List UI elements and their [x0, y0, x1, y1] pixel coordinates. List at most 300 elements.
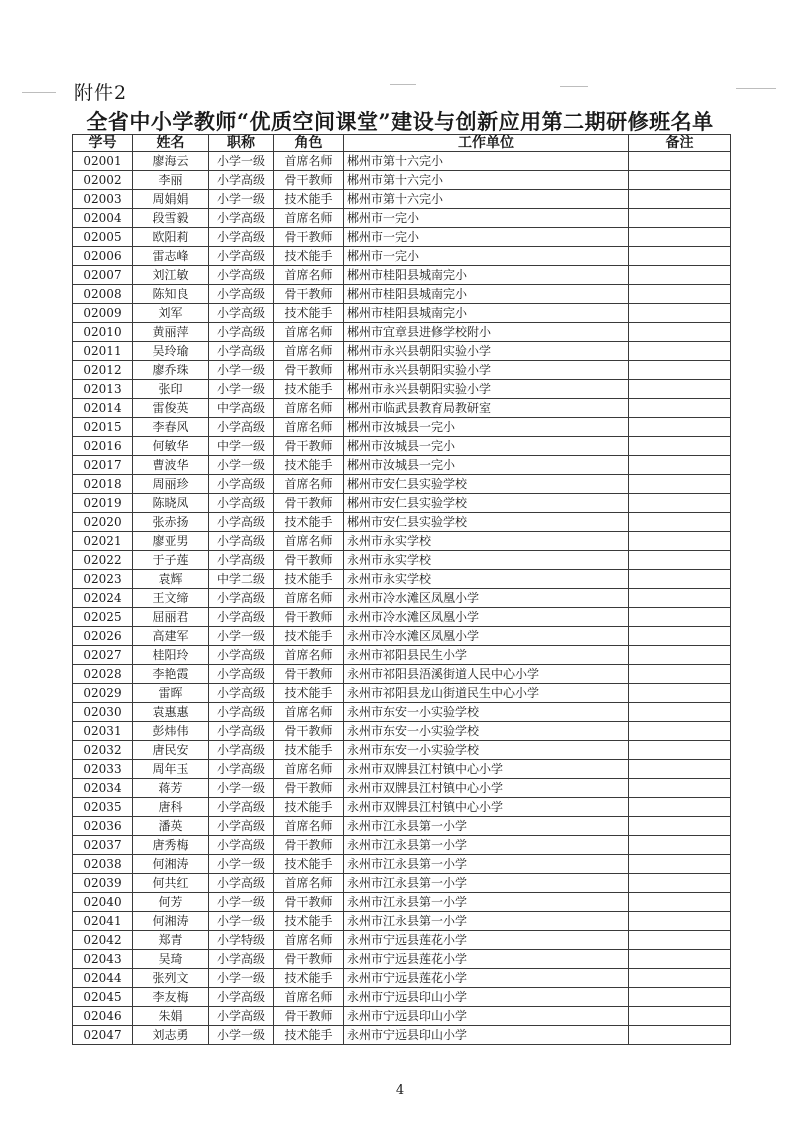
- cell-note: [629, 988, 731, 1007]
- cell-role: 首席名师: [274, 266, 344, 285]
- header-id: 学号: [73, 135, 133, 152]
- cell-role: 首席名师: [274, 152, 344, 171]
- cell-unit: 郴州市桂阳县城南完小: [344, 285, 629, 304]
- cell-unit: 永州市宁远县印山小学: [344, 1007, 629, 1026]
- table-row: [73, 551, 731, 570]
- cell-id: 02036: [73, 817, 133, 836]
- cell-id: 02026: [73, 627, 133, 646]
- cell-note: [629, 665, 731, 684]
- cell-name: 于子莲: [133, 551, 209, 570]
- cell-name: 蒋芳: [133, 779, 209, 798]
- cell-title: 小学高级: [209, 950, 274, 969]
- cell-role: 首席名师: [274, 532, 344, 551]
- cell-title: 小学高级: [209, 722, 274, 741]
- cell-name: 陈晓凤: [133, 494, 209, 513]
- table-row: [73, 304, 731, 323]
- cell-note: [629, 703, 731, 722]
- cell-unit: 永州市江永县第一小学: [344, 836, 629, 855]
- cell-role: 骨干教师: [274, 437, 344, 456]
- cell-unit: 郴州市一完小: [344, 209, 629, 228]
- cell-title: 小学高级: [209, 741, 274, 760]
- cell-name: 何湘涛: [133, 855, 209, 874]
- cell-unit: 永州市江永县第一小学: [344, 855, 629, 874]
- cell-note: [629, 399, 731, 418]
- cell-title: 小学一级: [209, 1026, 274, 1045]
- cell-unit: 永州市江永县第一小学: [344, 817, 629, 836]
- cell-id: 02014: [73, 399, 133, 418]
- table-row: [73, 950, 731, 969]
- cell-unit: 永州市双牌县江村镇中心小学: [344, 798, 629, 817]
- cell-title: 小学一级: [209, 380, 274, 399]
- table-row: [73, 646, 731, 665]
- cell-unit: 郴州市宜章县进修学校附小: [344, 323, 629, 342]
- table-row: [73, 665, 731, 684]
- cell-role: 技术能手: [274, 855, 344, 874]
- cell-id: 02034: [73, 779, 133, 798]
- cell-name: 李丽: [133, 171, 209, 190]
- cell-title: 小学高级: [209, 342, 274, 361]
- table-row: [73, 570, 731, 589]
- cell-title: 小学高级: [209, 266, 274, 285]
- cell-unit: 郴州市安仁县实验学校: [344, 513, 629, 532]
- cell-title: 小学一级: [209, 456, 274, 475]
- cell-id: 02007: [73, 266, 133, 285]
- table-row: [73, 741, 731, 760]
- cell-role: 技术能手: [274, 380, 344, 399]
- cell-id: 02028: [73, 665, 133, 684]
- cell-unit: 永州市东安一小实验学校: [344, 741, 629, 760]
- cell-unit: 永州市冷水滩区凤凰小学: [344, 608, 629, 627]
- cell-note: [629, 437, 731, 456]
- cell-note: [629, 684, 731, 703]
- cell-unit: 郴州市永兴县朝阳实验小学: [344, 380, 629, 399]
- cell-role: 技术能手: [274, 798, 344, 817]
- cell-name: 周娟娟: [133, 190, 209, 209]
- cell-name: 刘志勇: [133, 1026, 209, 1045]
- cell-id: 02033: [73, 760, 133, 779]
- cell-role: 技术能手: [274, 190, 344, 209]
- table-row: [73, 912, 731, 931]
- cell-id: 02022: [73, 551, 133, 570]
- cell-title: 小学一级: [209, 893, 274, 912]
- cell-role: 首席名师: [274, 760, 344, 779]
- table-row: [73, 399, 731, 418]
- cell-role: 技术能手: [274, 741, 344, 760]
- cell-role: 技术能手: [274, 456, 344, 475]
- cell-title: 小学特级: [209, 931, 274, 950]
- table-row: [73, 969, 731, 988]
- cell-unit: 永州市宁远县莲花小学: [344, 931, 629, 950]
- table-row: [73, 361, 731, 380]
- cell-title: 小学一级: [209, 912, 274, 931]
- cell-role: 技术能手: [274, 684, 344, 703]
- cell-title: 小学高级: [209, 874, 274, 893]
- cell-name: 陈知良: [133, 285, 209, 304]
- table-row: [73, 760, 731, 779]
- cell-role: 骨干教师: [274, 1007, 344, 1026]
- cell-unit: 永州市祁阳县龙山街道民生中心小学: [344, 684, 629, 703]
- cell-id: 02042: [73, 931, 133, 950]
- table-row: [73, 418, 731, 437]
- table-row: [73, 874, 731, 893]
- cell-role: 技术能手: [274, 969, 344, 988]
- cell-name: 周年玉: [133, 760, 209, 779]
- cell-role: 骨干教师: [274, 494, 344, 513]
- table-row: [73, 684, 731, 703]
- cell-title: 小学一级: [209, 190, 274, 209]
- table-header-row: [73, 135, 731, 152]
- cell-note: [629, 570, 731, 589]
- cell-role: 首席名师: [274, 475, 344, 494]
- cell-role: 首席名师: [274, 646, 344, 665]
- cell-id: 02032: [73, 741, 133, 760]
- table-row: [73, 342, 731, 361]
- cell-note: [629, 171, 731, 190]
- cell-unit: 永州市祁阳县民生小学: [344, 646, 629, 665]
- cell-unit: 永州市宁远县印山小学: [344, 988, 629, 1007]
- cell-note: [629, 817, 731, 836]
- cell-id: 02013: [73, 380, 133, 399]
- cell-note: [629, 532, 731, 551]
- cell-note: [629, 285, 731, 304]
- cell-role: 首席名师: [274, 589, 344, 608]
- cell-id: 02040: [73, 893, 133, 912]
- cell-id: 02001: [73, 152, 133, 171]
- table-row: [73, 836, 731, 855]
- cell-title: 小学高级: [209, 684, 274, 703]
- cell-unit: 郴州市安仁县实验学校: [344, 475, 629, 494]
- cell-id: 02044: [73, 969, 133, 988]
- cell-note: [629, 190, 731, 209]
- cell-id: 02012: [73, 361, 133, 380]
- cell-role: 骨干教师: [274, 171, 344, 190]
- table-row: [73, 323, 731, 342]
- cell-note: [629, 608, 731, 627]
- cell-title: 小学高级: [209, 665, 274, 684]
- cell-id: 02037: [73, 836, 133, 855]
- cell-title: 小学一级: [209, 855, 274, 874]
- cell-note: [629, 646, 731, 665]
- cell-role: 首席名师: [274, 817, 344, 836]
- cell-note: [629, 456, 731, 475]
- cell-unit: 郴州市永兴县朝阳实验小学: [344, 342, 629, 361]
- cell-unit: 郴州市第十六完小: [344, 152, 629, 171]
- cell-id: 02021: [73, 532, 133, 551]
- table-row: [73, 380, 731, 399]
- table-row: [73, 152, 731, 171]
- cell-unit: 永州市宁远县莲花小学: [344, 950, 629, 969]
- cell-unit: 永州市东安一小实验学校: [344, 703, 629, 722]
- cell-note: [629, 893, 731, 912]
- cell-name: 袁惠惠: [133, 703, 209, 722]
- table-row: [73, 285, 731, 304]
- scan-mark: [560, 86, 588, 87]
- cell-role: 首席名师: [274, 209, 344, 228]
- cell-id: 02030: [73, 703, 133, 722]
- header-title: 职称: [209, 135, 274, 152]
- cell-unit: 永州市东安一小实验学校: [344, 722, 629, 741]
- cell-note: [629, 209, 731, 228]
- cell-name: 潘英: [133, 817, 209, 836]
- cell-role: 骨干教师: [274, 608, 344, 627]
- cell-role: 技术能手: [274, 912, 344, 931]
- cell-name: 廖海云: [133, 152, 209, 171]
- cell-unit: 郴州市第十六完小: [344, 171, 629, 190]
- table-row: [73, 779, 731, 798]
- cell-unit: 郴州市桂阳县城南完小: [344, 266, 629, 285]
- cell-role: 骨干教师: [274, 285, 344, 304]
- cell-unit: 郴州市桂阳县城南完小: [344, 304, 629, 323]
- cell-unit: 郴州市一完小: [344, 247, 629, 266]
- cell-name: 何湘涛: [133, 912, 209, 931]
- cell-unit: 郴州市安仁县实验学校: [344, 494, 629, 513]
- cell-id: 02017: [73, 456, 133, 475]
- cell-role: 首席名师: [274, 399, 344, 418]
- cell-unit: 郴州市临武县教育局教研室: [344, 399, 629, 418]
- cell-id: 02003: [73, 190, 133, 209]
- scan-mark: [22, 92, 56, 93]
- cell-id: 02015: [73, 418, 133, 437]
- cell-name: 段雪毅: [133, 209, 209, 228]
- cell-id: 02010: [73, 323, 133, 342]
- cell-name: 张印: [133, 380, 209, 399]
- cell-unit: 永州市祁阳县浯溪街道人民中心小学: [344, 665, 629, 684]
- table-row: [73, 703, 731, 722]
- cell-note: [629, 266, 731, 285]
- cell-note: [629, 247, 731, 266]
- cell-name: 高建军: [133, 627, 209, 646]
- cell-unit: 永州市永实学校: [344, 570, 629, 589]
- cell-role: 技术能手: [274, 304, 344, 323]
- cell-name: 张列文: [133, 969, 209, 988]
- cell-unit: 永州市宁远县莲花小学: [344, 969, 629, 988]
- cell-id: 02016: [73, 437, 133, 456]
- cell-unit: 永州市永实学校: [344, 551, 629, 570]
- cell-unit: 郴州市汝城县一完小: [344, 437, 629, 456]
- table-row: [73, 190, 731, 209]
- cell-title: 小学高级: [209, 285, 274, 304]
- cell-note: [629, 361, 731, 380]
- cell-title: 小学高级: [209, 608, 274, 627]
- cell-name: 雷晖: [133, 684, 209, 703]
- cell-title: 小学一级: [209, 969, 274, 988]
- cell-id: 02006: [73, 247, 133, 266]
- cell-role: 技术能手: [274, 627, 344, 646]
- cell-note: [629, 722, 731, 741]
- cell-role: 首席名师: [274, 342, 344, 361]
- cell-role: 骨干教师: [274, 665, 344, 684]
- cell-name: 王文缔: [133, 589, 209, 608]
- cell-note: [629, 304, 731, 323]
- cell-note: [629, 513, 731, 532]
- cell-role: 骨干教师: [274, 836, 344, 855]
- cell-name: 张赤扬: [133, 513, 209, 532]
- cell-note: [629, 323, 731, 342]
- cell-name: 廖乔珠: [133, 361, 209, 380]
- cell-id: 02045: [73, 988, 133, 1007]
- cell-unit: 永州市江永县第一小学: [344, 874, 629, 893]
- table-row: [73, 798, 731, 817]
- cell-note: [629, 342, 731, 361]
- cell-unit: 永州市宁远县印山小学: [344, 1026, 629, 1045]
- cell-name: 吴琦: [133, 950, 209, 969]
- table-row: [73, 247, 731, 266]
- cell-note: [629, 475, 731, 494]
- cell-title: 小学高级: [209, 589, 274, 608]
- attachment-label: 附件2: [74, 82, 128, 104]
- cell-role: 首席名师: [274, 418, 344, 437]
- cell-id: 02018: [73, 475, 133, 494]
- cell-role: 骨干教师: [274, 551, 344, 570]
- cell-title: 小学高级: [209, 513, 274, 532]
- cell-unit: 郴州市汝城县一完小: [344, 418, 629, 437]
- cell-note: [629, 228, 731, 247]
- cell-id: 02027: [73, 646, 133, 665]
- cell-note: [629, 1026, 731, 1045]
- cell-unit: 永州市双牌县江村镇中心小学: [344, 779, 629, 798]
- cell-id: 02019: [73, 494, 133, 513]
- cell-id: 02005: [73, 228, 133, 247]
- table-row: [73, 722, 731, 741]
- cell-name: 雷俊英: [133, 399, 209, 418]
- cell-name: 吴玲瑜: [133, 342, 209, 361]
- cell-name: 欧阳莉: [133, 228, 209, 247]
- cell-id: 02004: [73, 209, 133, 228]
- cell-name: 李友梅: [133, 988, 209, 1007]
- scan-mark: [736, 88, 776, 89]
- cell-title: 小学一级: [209, 627, 274, 646]
- cell-note: [629, 855, 731, 874]
- cell-role: 首席名师: [274, 703, 344, 722]
- header-note: 备注: [629, 135, 731, 152]
- cell-role: 首席名师: [274, 988, 344, 1007]
- table-row: [73, 475, 731, 494]
- table-row: [73, 627, 731, 646]
- cell-title: 小学高级: [209, 171, 274, 190]
- roster-table: [72, 134, 731, 1045]
- cell-title: 小学高级: [209, 304, 274, 323]
- cell-name: 李春风: [133, 418, 209, 437]
- cell-id: 02035: [73, 798, 133, 817]
- header-name: 姓名: [133, 135, 209, 152]
- cell-title: 小学高级: [209, 703, 274, 722]
- cell-unit: 永州市双牌县江村镇中心小学: [344, 760, 629, 779]
- cell-title: 中学一级: [209, 437, 274, 456]
- cell-title: 小学一级: [209, 779, 274, 798]
- cell-role: 技术能手: [274, 513, 344, 532]
- table-row: [73, 893, 731, 912]
- cell-name: 袁辉: [133, 570, 209, 589]
- cell-role: 技术能手: [274, 1026, 344, 1045]
- cell-note: [629, 152, 731, 171]
- cell-title: 小学高级: [209, 798, 274, 817]
- cell-id: 02009: [73, 304, 133, 323]
- cell-id: 02029: [73, 684, 133, 703]
- page-number: 4: [395, 1083, 405, 1098]
- cell-unit: 郴州市汝城县一完小: [344, 456, 629, 475]
- cell-unit: 永州市冷水滩区凤凰小学: [344, 589, 629, 608]
- cell-note: [629, 779, 731, 798]
- cell-id: 02046: [73, 1007, 133, 1026]
- table-row: [73, 1026, 731, 1045]
- cell-title: 小学高级: [209, 494, 274, 513]
- cell-role: 骨干教师: [274, 722, 344, 741]
- table-row: [73, 228, 731, 247]
- cell-note: [629, 589, 731, 608]
- cell-title: 小学高级: [209, 817, 274, 836]
- cell-name: 朱娟: [133, 1007, 209, 1026]
- table-body: [73, 152, 731, 1045]
- document-title: 全省中小学教师“优质空间课堂”建设与创新应用第二期研修班名单: [86, 109, 714, 134]
- cell-name: 李艳霞: [133, 665, 209, 684]
- cell-title: 小学一级: [209, 361, 274, 380]
- cell-title: 小学高级: [209, 551, 274, 570]
- cell-role: 骨干教师: [274, 893, 344, 912]
- cell-role: 骨干教师: [274, 228, 344, 247]
- cell-role: 首席名师: [274, 874, 344, 893]
- cell-name: 桂阳玲: [133, 646, 209, 665]
- cell-title: 中学二级: [209, 570, 274, 589]
- cell-id: 02020: [73, 513, 133, 532]
- cell-title: 小学高级: [209, 836, 274, 855]
- cell-note: [629, 627, 731, 646]
- cell-note: [629, 798, 731, 817]
- cell-id: 02025: [73, 608, 133, 627]
- cell-id: 02011: [73, 342, 133, 361]
- cell-title: 小学高级: [209, 209, 274, 228]
- cell-title: 小学高级: [209, 228, 274, 247]
- cell-note: [629, 380, 731, 399]
- table-row: [73, 608, 731, 627]
- cell-id: 02039: [73, 874, 133, 893]
- cell-role: 首席名师: [274, 931, 344, 950]
- table-row: [73, 209, 731, 228]
- cell-id: 02038: [73, 855, 133, 874]
- cell-title: 中学高级: [209, 399, 274, 418]
- cell-name: 何芳: [133, 893, 209, 912]
- cell-role: 首席名师: [274, 323, 344, 342]
- cell-unit: 永州市冷水滩区凤凰小学: [344, 627, 629, 646]
- cell-unit: 永州市江永县第一小学: [344, 912, 629, 931]
- cell-note: [629, 969, 731, 988]
- cell-note: [629, 760, 731, 779]
- cell-unit: 郴州市第十六完小: [344, 190, 629, 209]
- cell-title: 小学高级: [209, 760, 274, 779]
- cell-title: 小学高级: [209, 418, 274, 437]
- cell-role: 技术能手: [274, 570, 344, 589]
- cell-name: 周丽珍: [133, 475, 209, 494]
- cell-name: 唐民安: [133, 741, 209, 760]
- cell-note: [629, 836, 731, 855]
- cell-title: 小学高级: [209, 475, 274, 494]
- cell-role: 骨干教师: [274, 361, 344, 380]
- table-row: [73, 1007, 731, 1026]
- table-row: [73, 494, 731, 513]
- cell-name: 何敏华: [133, 437, 209, 456]
- table-row: [73, 817, 731, 836]
- cell-role: 骨干教师: [274, 950, 344, 969]
- scan-mark: [390, 84, 416, 85]
- cell-name: 刘江敏: [133, 266, 209, 285]
- cell-unit: 郴州市一完小: [344, 228, 629, 247]
- cell-title: 小学高级: [209, 1007, 274, 1026]
- cell-name: 彭炜伟: [133, 722, 209, 741]
- cell-id: 02024: [73, 589, 133, 608]
- cell-title: 小学高级: [209, 323, 274, 342]
- table-row: [73, 855, 731, 874]
- cell-note: [629, 950, 731, 969]
- cell-role: 技术能手: [274, 247, 344, 266]
